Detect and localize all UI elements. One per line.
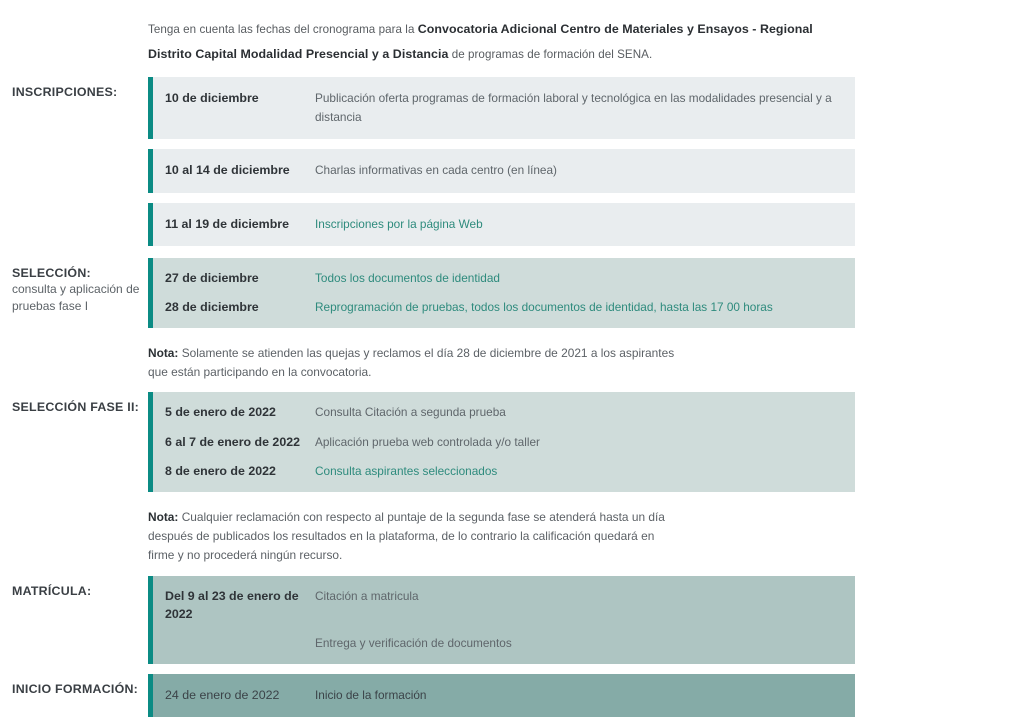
schedule-block <box>148 77 855 139</box>
section-blocks <box>148 674 1024 717</box>
schedule-section <box>0 674 1024 717</box>
note-label: Nota: <box>148 509 179 524</box>
block-body <box>153 392 855 491</box>
section-label: SELECCIÓN: <box>12 265 91 280</box>
section-label-cell <box>0 392 148 414</box>
table-row <box>153 629 855 664</box>
note-spacer <box>148 492 855 508</box>
schedule-section <box>0 576 1024 664</box>
row-description: Entrega y verificación de documentos <box>315 635 512 650</box>
block-body <box>153 258 855 328</box>
table-row <box>153 674 855 717</box>
note-text: Solamente se atienden las quejas y reclamos el día 28 de diciembre de 2021 a los aspirantes que están participando en la convocatoria. <box>148 345 675 380</box>
note-label: Nota: <box>148 345 179 360</box>
table-row <box>153 392 855 427</box>
section-label: SELECCIÓN FASE II: <box>12 400 140 415</box>
section-blocks <box>148 576 1024 664</box>
section-blocks <box>148 258 1024 383</box>
row-date: 11 al 19 de diciembre <box>165 216 289 231</box>
schedule-block <box>148 258 855 328</box>
section-note <box>148 344 684 383</box>
schedule-section <box>0 258 1024 383</box>
section-label-cell <box>0 674 148 696</box>
note-text: Cualquier reclamación con respecto al puntaje de la segunda fase se atenderá hasta un día después de publicados los resultados en la plataforma, de lo contrario la calificación quedará en firme y no procederá ningún recurso. <box>148 509 665 563</box>
intro-tail: de programas de formación del SENA. <box>448 47 653 61</box>
section-label-cell <box>0 576 148 598</box>
table-row <box>153 149 855 192</box>
schedule-block <box>148 203 855 246</box>
row-description: Publicación oferta programas de formación laboral y tecnológica en las modalidades presencial y a distancia <box>315 91 832 125</box>
schedule-section <box>0 392 1024 565</box>
table-row <box>153 77 855 139</box>
row-date: 10 al 14 de diciembre <box>165 163 290 178</box>
row-description-link[interactable]: Reprogramación de pruebas, todos los documentos de identidad, hasta las 17 00 horas <box>315 299 773 314</box>
row-description: Citación a matricula <box>315 588 419 603</box>
section-spacer <box>0 664 1024 674</box>
schedule-block <box>148 576 855 664</box>
schedule-block <box>148 674 855 717</box>
intro-lead: Tenga en cuenta las fechas del cronograma para la <box>148 23 418 36</box>
row-date: Del 9 al 23 de enero de 2022 <box>165 588 299 622</box>
table-row <box>153 293 855 328</box>
schedule-block <box>148 149 855 192</box>
intro-paragraph <box>148 17 858 66</box>
table-row <box>153 258 855 293</box>
section-blocks <box>148 392 1024 565</box>
row-description-link[interactable]: Todos los documentos de identidad <box>315 270 500 285</box>
section-spacer <box>0 566 1024 576</box>
row-date: 5 de enero de 2022 <box>165 405 276 420</box>
row-date: 6 al 7 de enero de 2022 <box>165 434 300 449</box>
block-spacer <box>148 139 855 149</box>
row-description-link[interactable]: Inscripciones por la página Web <box>315 216 483 231</box>
row-date: 10 de diciembre <box>165 91 259 106</box>
table-row <box>153 576 855 629</box>
section-label-cell <box>0 258 148 316</box>
section-note <box>148 508 684 566</box>
row-date: 28 de diciembre <box>165 299 259 314</box>
note-spacer <box>148 328 855 344</box>
schedule-block <box>148 392 855 491</box>
section-label: INSCRIPCIONES: <box>12 85 118 100</box>
row-description-link[interactable]: Consulta aspirantes seleccionados <box>315 463 498 478</box>
block-body <box>153 203 855 246</box>
section-spacer <box>0 382 1024 392</box>
block-body <box>153 77 855 139</box>
intro-bold: Convocatoria Adicional Centro de Materiales y Ensayos - Regional Distrito Capital Modalidad Presencial y a Distancia <box>148 22 813 61</box>
schedule-section <box>0 77 1024 245</box>
section-blocks <box>148 77 1024 245</box>
section-label-cell <box>0 77 148 99</box>
table-row <box>153 457 855 492</box>
section-sublabel: consulta y aplicación de pruebas fase I <box>12 281 140 314</box>
schedule-sections <box>0 77 1024 717</box>
table-row <box>153 203 855 246</box>
row-description: Inicio de la formación <box>315 687 427 702</box>
section-spacer <box>0 246 1024 258</box>
row-description: Aplicación prueba web controlada y/o taller <box>315 434 540 449</box>
row-date: 27 de diciembre <box>165 270 259 285</box>
row-date: 24 de enero de 2022 <box>165 687 280 702</box>
section-label: INICIO FORMACIÓN: <box>12 681 139 696</box>
row-description: Consulta Citación a segunda prueba <box>315 405 506 420</box>
section-label: MATRÍCULA: <box>12 583 92 598</box>
block-body <box>153 576 855 664</box>
block-spacer <box>148 193 855 203</box>
table-row <box>153 428 855 457</box>
block-body <box>153 674 855 717</box>
row-description: Charlas informativas en cada centro (en línea) <box>315 163 557 178</box>
row-date: 8 de enero de 2022 <box>165 463 276 478</box>
block-body <box>153 149 855 192</box>
